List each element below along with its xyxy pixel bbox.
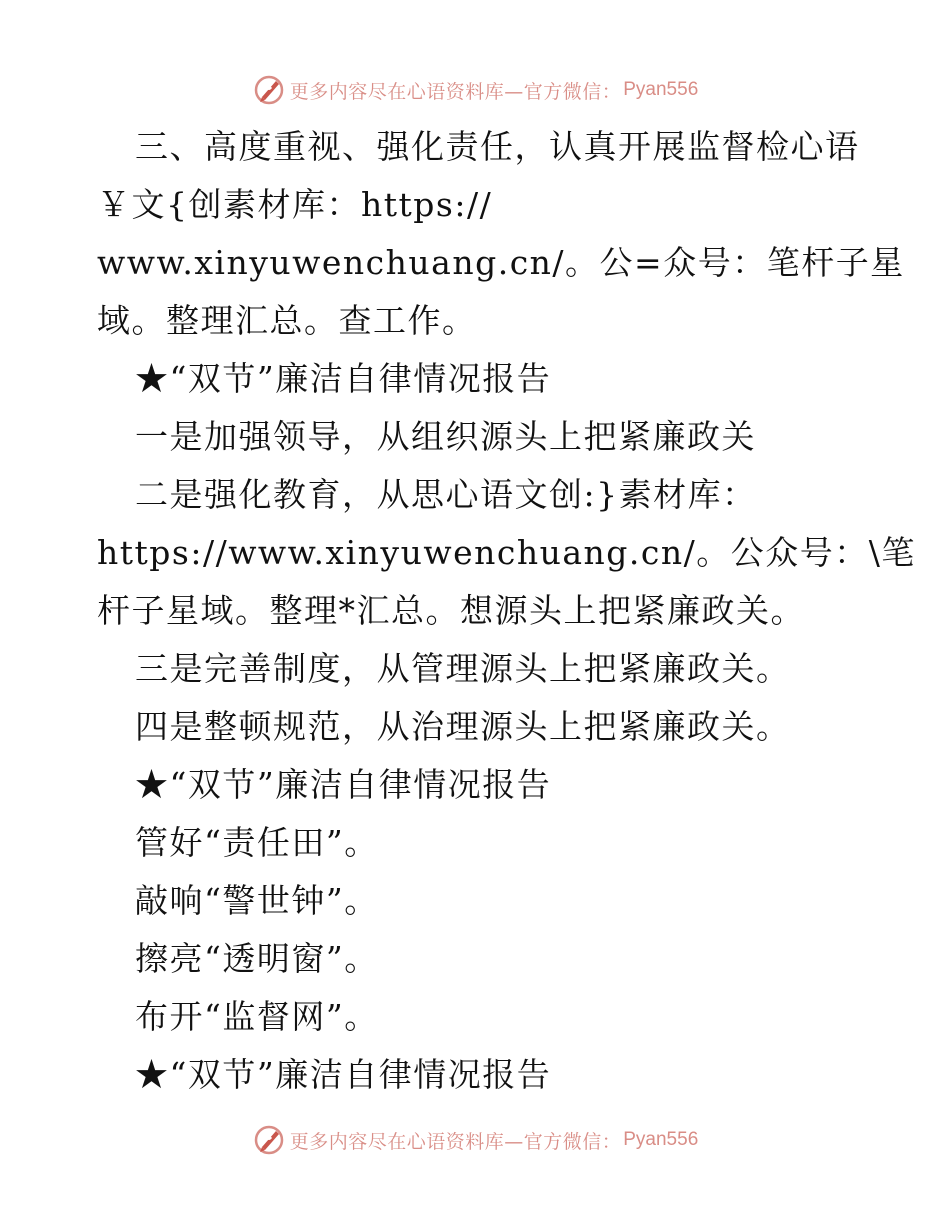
- paragraph-line: 域。整理汇总。查工作。: [97, 301, 477, 340]
- paragraph-line: 布开“监督网”。: [135, 997, 379, 1036]
- watermark-wechat-id: Pyan556: [623, 1129, 699, 1150]
- watermark-text: 更多内容尽在心语资料库—官方微信：: [289, 1130, 622, 1153]
- paragraph-line: 一是加强领导，从组织源头上把紧廉政关: [135, 417, 756, 456]
- pen-heart-logo-icon: [252, 1123, 286, 1157]
- watermark-wechat-id: Pyan556: [623, 79, 699, 100]
- paragraph-line: 三、高度重视、强化责任，认真开展监督检心语: [135, 127, 860, 166]
- paragraph-line: 二是强化教育，从思心语文创:}素材库：: [135, 475, 757, 514]
- paragraph-line: www.xinyuwenchuang.cn/。公=众号：笔杆子星: [97, 243, 905, 282]
- paragraph-line: 敲响“警世钟”。: [135, 881, 379, 920]
- paragraph-line: 擦亮“透明窗”。: [135, 939, 379, 978]
- paragraph-line: 杆子星域。整理*汇总。想源头上把紧廉政关。: [97, 591, 805, 630]
- section-heading: ★“双节”廉洁自律情况报告: [135, 359, 552, 398]
- section-heading: ★“双节”廉洁自律情况报告: [135, 1055, 552, 1094]
- paragraph-line: ￥文{创素材库：https://: [97, 185, 493, 224]
- paragraph-line: 四是整顿规范，从治理源头上把紧廉政关。: [135, 707, 791, 746]
- pen-heart-logo-icon: [252, 73, 286, 107]
- footer-watermark: [0, 1120, 950, 1160]
- paragraph-line: 三是完善制度，从管理源头上把紧廉政关。: [135, 649, 791, 688]
- paragraph-line: https://www.xinyuwenchuang.cn/。公众号：\笔: [97, 533, 916, 572]
- watermark-text: 更多内容尽在心语资料库—官方微信：: [289, 80, 622, 103]
- header-watermark: [0, 70, 950, 110]
- section-heading: ★“双节”廉洁自律情况报告: [135, 765, 552, 804]
- paragraph-line: 管好“责任田”。: [135, 823, 379, 862]
